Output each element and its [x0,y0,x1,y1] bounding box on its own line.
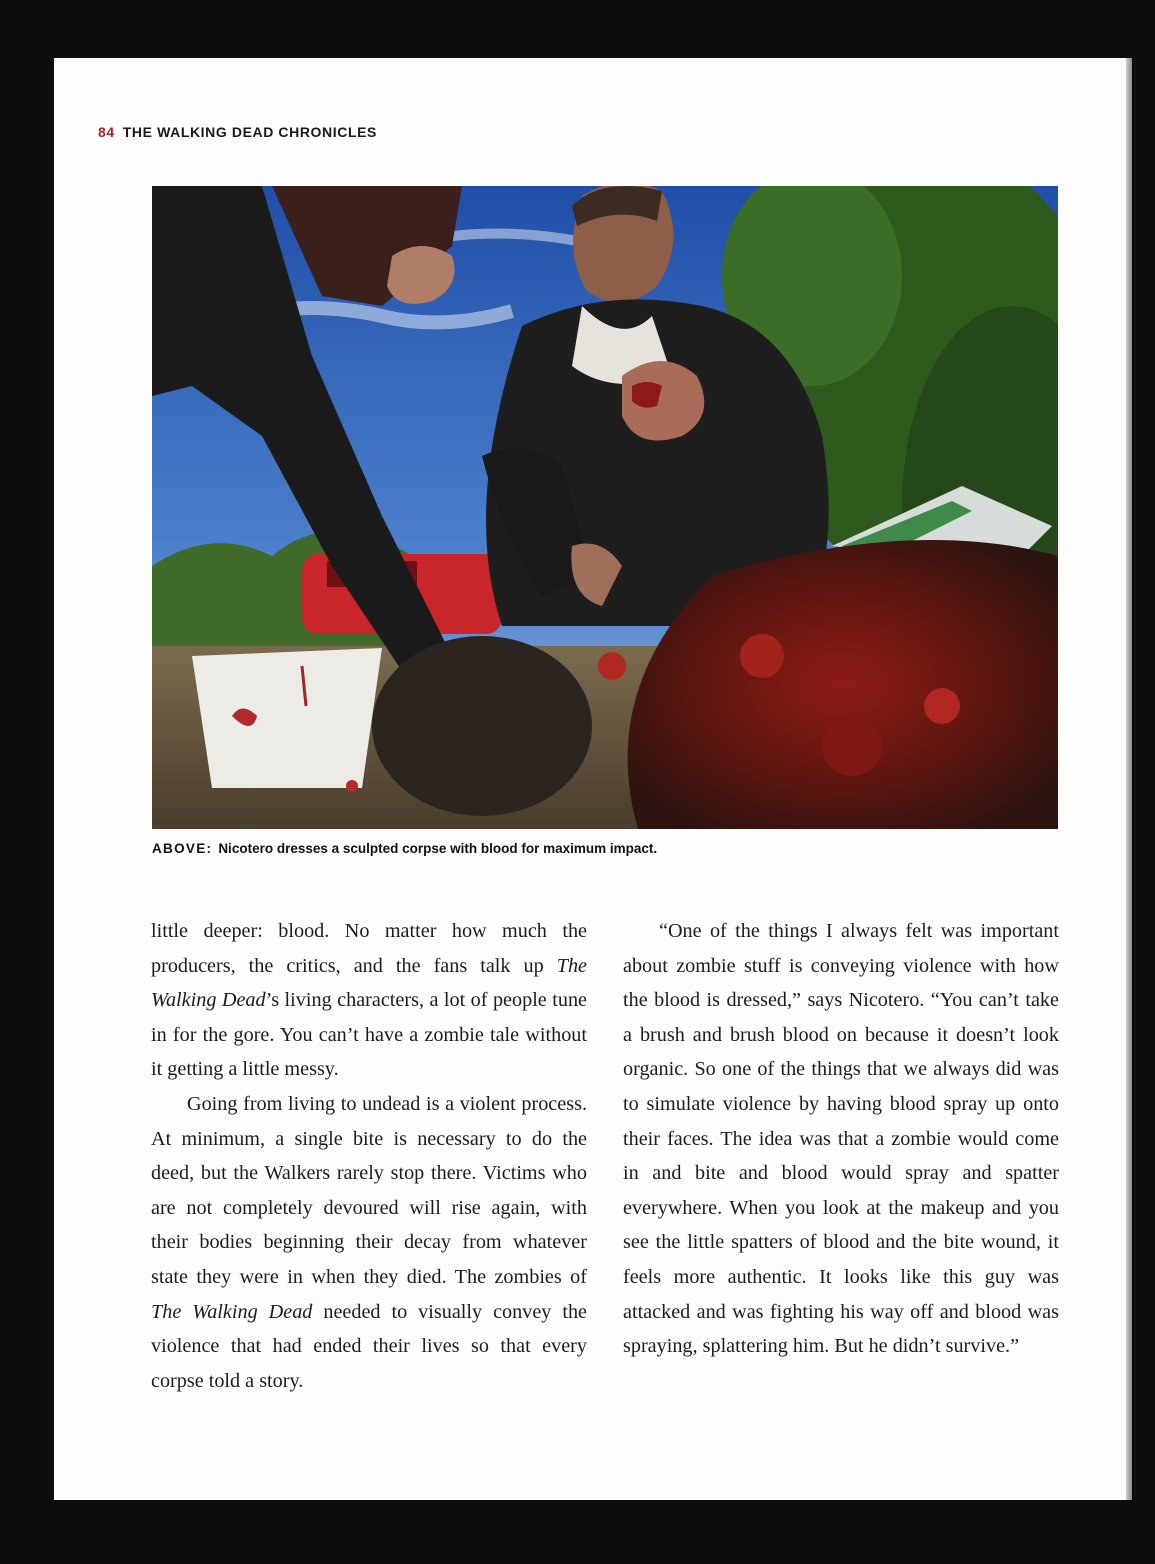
text-run: needed to visually convey the violence that had ended their lives so that every corpse told a story. [151,1300,588,1392]
running-head [98,124,377,140]
right-column [623,914,1059,1364]
page-edge [1126,58,1132,1500]
left-column [151,914,587,1398]
italic-title: The Walking Dead [151,1300,313,1323]
italic-title: The Walking Dead [151,954,587,1012]
photo-illustration [152,186,1058,829]
book-title: THE WALKING DEAD CHRONICLES [122,124,377,140]
text-run: Going from living to undead is a violent process. At minimum, a single bite is necessary to do the deed, but the Walkers rarely stop there. Victims who are not completely devoured will rise again, with their bodies beginning their decay from whatever state they were in when they died. The zombies of [151,1092,587,1288]
text-run: ’s living characters, a lot of people tune in for the gore. You can’t have a zombie tale without it getting a little messy. [151,989,587,1081]
text-run: little deeper: blood. No matter how much the producers, the critics, and the fans talk up [151,920,587,977]
paragraph: “One of the things I always felt was important about zombie stuff is conveying violence with how the blood is dressed,” says Nicotero. “You can’t take a brush and brush blood on because it doesn’t look organic. So one of the things that we always did was to simulate violence by having blood spray up onto their faces. The idea was that a zombie would come in and bite and blood would spray and spatter everywhere. When you look at the makeup and you see the little spatters of blood and the bite wound, it feels more authentic. It looks like this guy was attacked and was fighting his way off and blood was spraying, splattering him. But he didn’t survive.” [623,920,1059,1358]
page-number: 84 [98,124,115,140]
caption-lead: ABOVE: [152,841,213,856]
photo-caption [152,841,1058,856]
paragraph [151,914,587,1087]
photo [152,186,1058,829]
caption-text: Nicotero dresses a sculpted corpse with blood for maximum impact. [218,841,658,856]
paragraph [151,1087,587,1398]
